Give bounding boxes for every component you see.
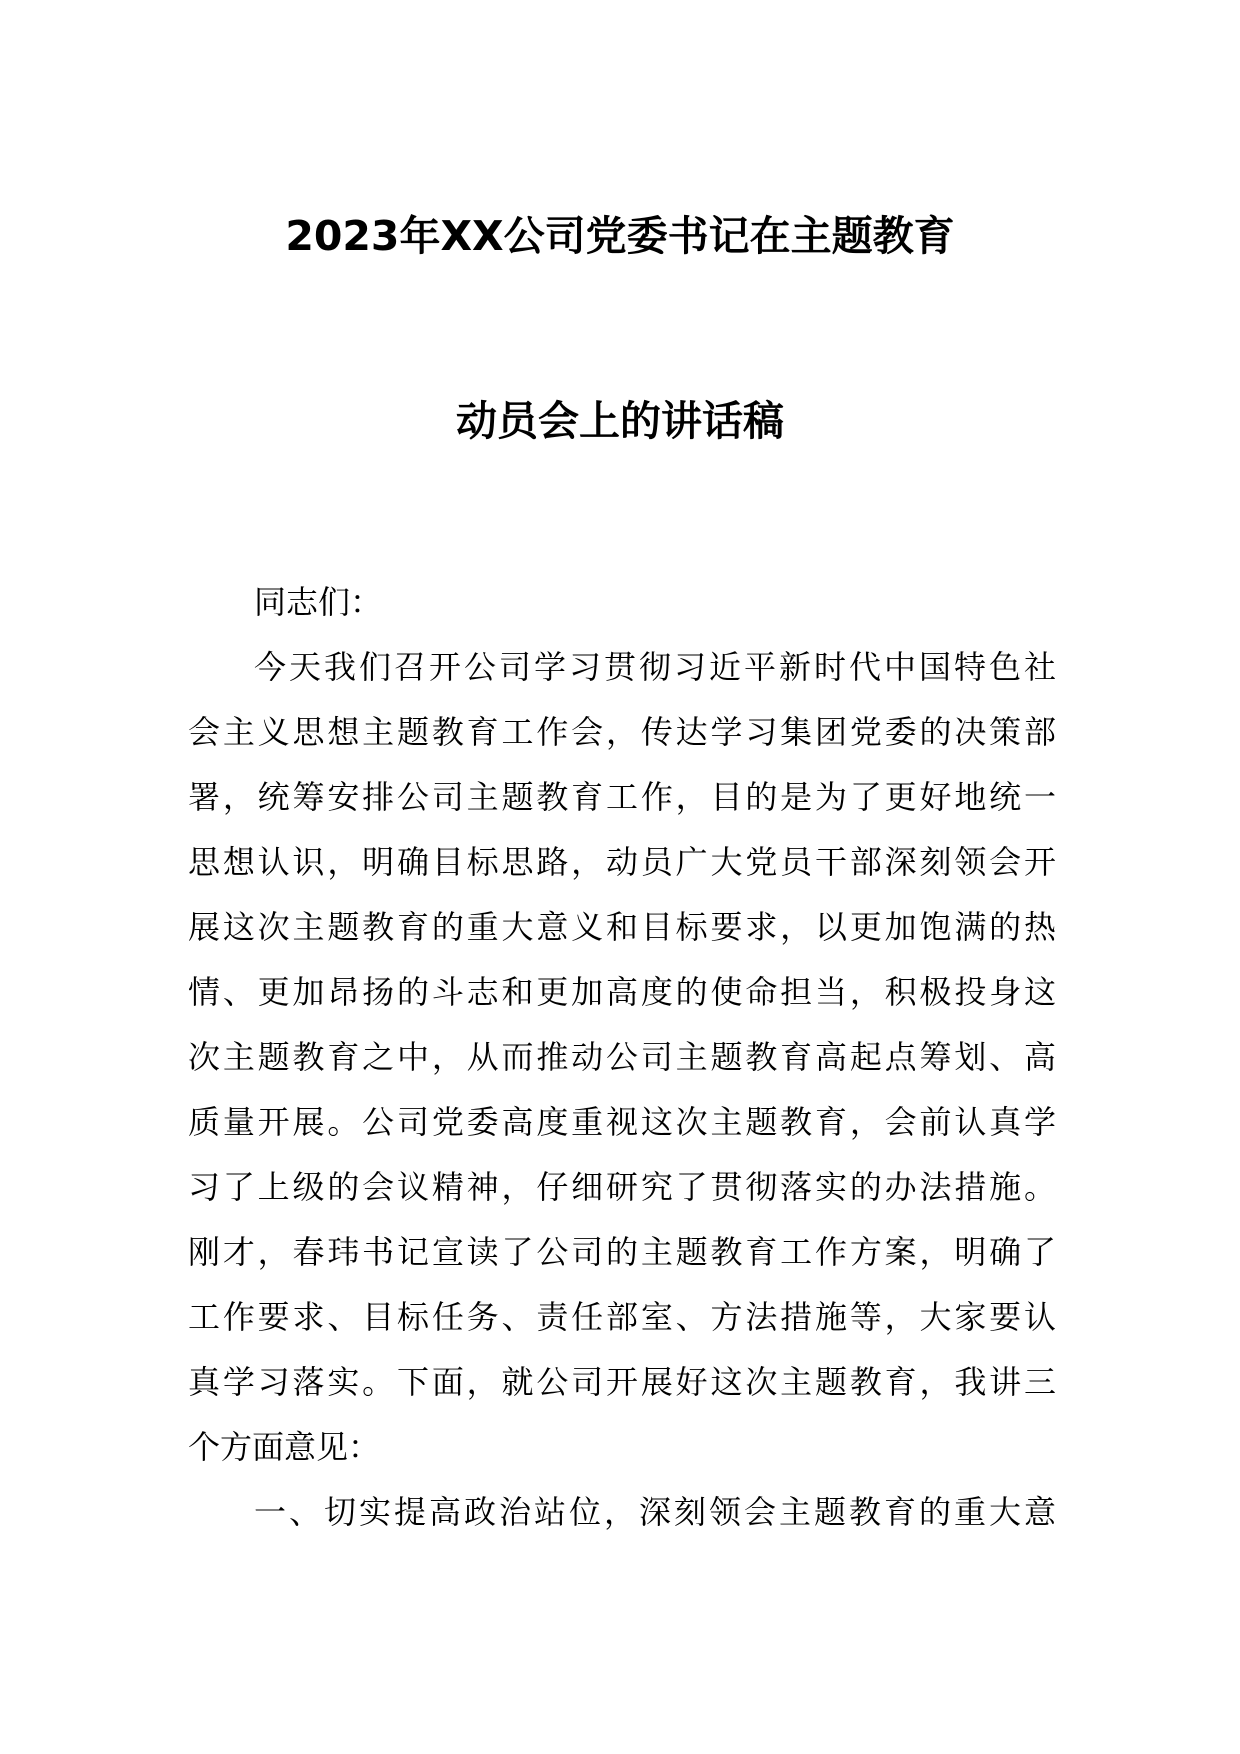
body-text-line: 情、更加昂扬的斗志和更加高度的使命担当，积极投身这 [188,973,1056,1011]
body-text-line: 思想认识，明确目标思路，动员广大党员干部深刻领会开 [188,843,1056,881]
salutation: 同志们： [254,583,383,621]
section-heading-line: 一、切实提高政治站位，深刻领会主题教育的重大意 [254,1493,1056,1531]
document-title-line-2: 动员会上的讲话稿 [456,397,784,445]
body-text-line: 展这次主题教育的重大意义和目标要求，以更加饱满的热 [188,908,1056,946]
body-text-line: 质量开展。公司党委高度重视这次主题教育，会前认真学 [188,1103,1056,1141]
body-text-line: 次主题教育之中，从而推动公司主题教育高起点筹划、高 [188,1038,1056,1076]
document-title-line-1: 2023年XX公司党委书记在主题教育 [285,212,955,260]
body-text-line: 署，统筹安排公司主题教育工作，目的是为了更好地统一 [188,778,1056,816]
body-text-line: 工作要求、目标任务、责任部室、方法措施等，大家要认 [188,1298,1056,1336]
body-text-line: 个方面意见： [188,1428,381,1466]
body-text-line: 刚才，春玮书记宣读了公司的主题教育工作方案，明确了 [188,1233,1056,1271]
body-text-line: 真学习落实。下面，就公司开展好这次主题教育，我讲三 [188,1363,1056,1401]
body-text-line: 习了上级的会议精神，仔细研究了贯彻落实的办法措施。 [188,1168,1056,1206]
body-text-line: 会主义思想主题教育工作会，传达学习集团党委的决策部 [188,713,1056,751]
body-text-line: 今天我们召开公司学习贯彻习近平新时代中国特色社 [254,648,1056,686]
